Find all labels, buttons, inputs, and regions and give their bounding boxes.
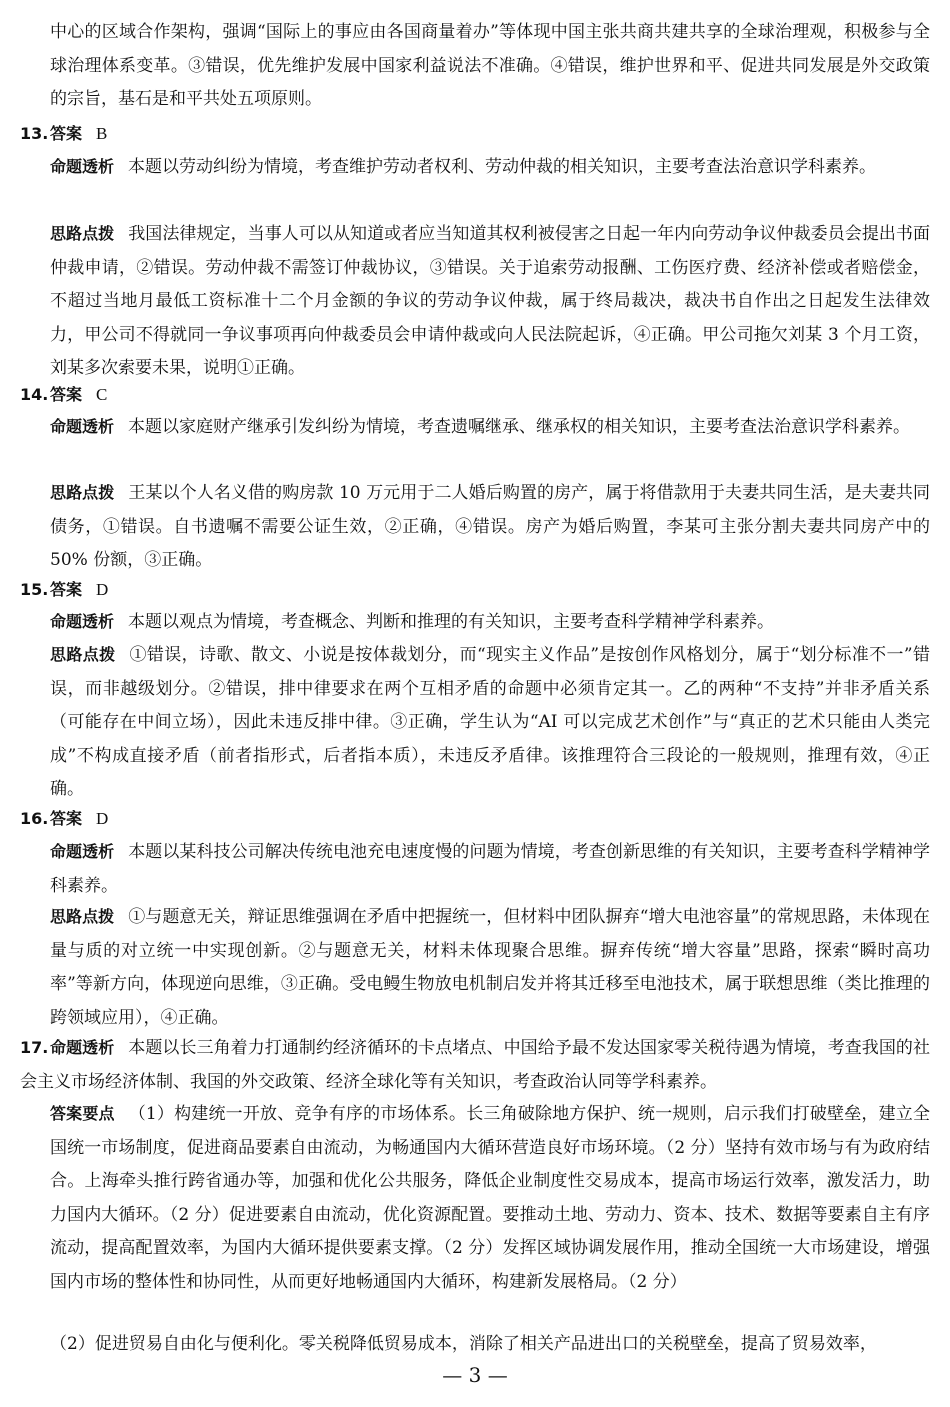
q13-hint <box>20 217 930 386</box>
hint-label: 思路点拨 <box>50 645 116 664</box>
answer-label: 答案 <box>50 124 83 143</box>
analysis-label: 命题透析 <box>50 157 115 176</box>
hint-text: ①与题意无关，辩证思维强调在矛盾中把握统一，但材料中团队摒弃“增大电池容量”的常规思路，未体现在量与质的对立统一中实现创新。②与题意无关，材料未体现聚合思维。摒弃传统“增大容量”思路，探索“瞬时高功率”等新方向，体现逆向思维，③正确。受电鳗生物放电机制启发并将其迁移至电池技术，属于联想思维（类比推理的跨领域应用），④正确。 <box>50 907 930 1028</box>
page-number: — 3 — <box>442 1363 508 1387</box>
analysis-label: 命题透析 <box>50 612 115 631</box>
q17-analysis <box>20 1031 930 1099</box>
answer-value: C <box>96 385 108 404</box>
question-number: 17. <box>20 1038 49 1057</box>
q15-analysis <box>20 605 930 640</box>
hint-label: 思路点拨 <box>50 483 115 502</box>
hint-text: ①错误，诗歌、散文、小说是按体裁划分，而“现实主义作品”是按创作风格划分，属于“划分标准不一”错误，而非越级划分。②错误，排中律要求在两个互相矛盾的命题中必须肯定其一。乙的两种“不支持”并非矛盾关系（可能存在中间立场），因此未违反排中律。③正确，学生认为“AI 可以完成艺术创作”与“真正的艺术只能由人类完成”不构成直接矛盾（前者指形式，后者指本质），未违反矛盾律。该推理符合三段论的一般规则，推理有效，④正确。 <box>50 645 930 799</box>
analysis-text: 本题以观点为情境，考查概念、判断和推理的有关知识，主要考查科学精神学科素养。 <box>128 612 775 632</box>
hint-text: 我国法律规定，当事人可以从知道或者应当知道其权利被侵害之日起一年内向劳动争议仲裁委员会提出书面仲裁申请，②错误。劳动仲裁不需签订仲裁协议，③错误。关于追索劳动报酬、工伤医疗费、经济补偿或者赔偿金，不超过当地月最低工资标准十二个月金额的争议的劳动争议仲裁，属于终局裁决，裁决书自作出之日起发生法律效力，甲公司不得就同一争议事项再向仲裁委员会申请仲裁或向人民法院起诉，④正确。甲公司拖欠刘某 3 个月工资，刘某多次索要未果，说明①正确。 <box>50 224 930 378</box>
hint-label: 思路点拨 <box>50 907 115 926</box>
q15-answer-row <box>20 573 930 608</box>
hint-text: 王某以个人名义借的购房款 10 万元用于二人婚后购置的房产，属于将借款用于夫妻共同生活，是夫妻共同债务，①错误。自书遗嘱不需要公证生效，②正确，④错误。房产为婚后购置，李某可主张分割夫妻共同房产中的 50% 份额，③正确。 <box>50 483 930 570</box>
analysis-text: 本题以家庭财产继承引发纠纷为情境，考查遗嘱继承、继承权的相关知识，主要考查法治意识学科素养。 <box>128 417 911 437</box>
analysis-label: 命题透析 <box>50 1038 115 1057</box>
analysis-text: 本题以长三角着力打通制约经济循环的卡点堵点、中国给予最不发达国家零关税待遇为情境，考查我国的社会主义市场经济体制、我国的外交政策、经济全球化等有关知识，考查政治认同等学科素养。 <box>20 1038 930 1092</box>
q14-answer-row <box>20 378 930 413</box>
q12-continuation <box>20 16 930 117</box>
answer-value: D <box>96 580 109 599</box>
answer-label: 答案 <box>50 385 83 404</box>
analysis-text: 本题以某科技公司解决传统电池充电速度慢的问题为情境，考查创新思维的有关知识，主要考查科学精神学科素养。 <box>50 842 930 896</box>
q13-analysis <box>20 150 930 185</box>
answer-label: 答案 <box>50 809 83 828</box>
q15-hint <box>20 638 930 807</box>
question-number: 14. <box>20 385 49 404</box>
q17-key-points <box>20 1097 930 1299</box>
question-number: 13. <box>20 124 49 143</box>
analysis-label: 命题透析 <box>50 842 115 861</box>
q12-continuation-text: 中心的区域合作架构，强调“国际上的事应由各国商量着办”等体现中国主张共商共建共享的全球治理观，积极参与全球治理体系变革。③错误，优先维护发展中国家利益说法不准确。④错误，维护世界和平、促进共同发展是外交政策的宗旨，基石是和平共处五项原则。 <box>50 22 930 109</box>
q14-analysis <box>20 410 930 445</box>
q16-answer-row <box>20 802 930 837</box>
q16-hint <box>20 900 930 1035</box>
key-points-label: 答案要点 <box>50 1104 115 1123</box>
analysis-label: 命题透析 <box>50 417 115 436</box>
key-point-1: （1）构建统一开放、竞争有序的市场体系。长三角破除地方保护、统一规则，启示我们打破壁垒，建立全国统一市场制度，促进商品要素自由流动，为畅通国内大循环营造良好市场环境。（2 分）坚持有效市场与有为政府结合。上海牵头推行跨省通办等，加强和优化公共服务，降低企业制度性交易成本，提高市场运行效率，激发活力，助力国内大循环。（2 分）促进要素自由流动，优化资源配置。要推动土地、劳动力、资本、技术、数据等要素自主有序流动，提高配置效率，为国内大循环提供要素支撑。（2 分）发挥区域协调发展作用，推动全国统一大市场建设，增强国内市场的整体性和协同性，从而更好地畅通国内大循环，构建新发展格局。（2 分） <box>50 1104 930 1292</box>
question-number: 15. <box>20 580 49 599</box>
answer-label: 答案 <box>50 580 83 599</box>
hint-label: 思路点拨 <box>50 224 115 243</box>
key-point-2: （2）促进贸易自由化与便利化。零关税降低贸易成本，消除了相关产品进出口的关税壁垒，提高了贸易效率， <box>50 1334 877 1354</box>
answer-value: D <box>96 809 109 828</box>
question-number: 16. <box>20 809 49 828</box>
q13-answer-row <box>20 117 930 152</box>
q14-hint <box>20 476 930 578</box>
q17-key-point-2 <box>20 1328 930 1362</box>
answer-value: B <box>96 124 108 143</box>
q16-analysis <box>20 835 930 903</box>
analysis-text: 本题以劳动纠纷为情境，考查维护劳动者权利、劳动仲裁的相关知识，主要考查法治意识学科素养。 <box>128 157 877 177</box>
